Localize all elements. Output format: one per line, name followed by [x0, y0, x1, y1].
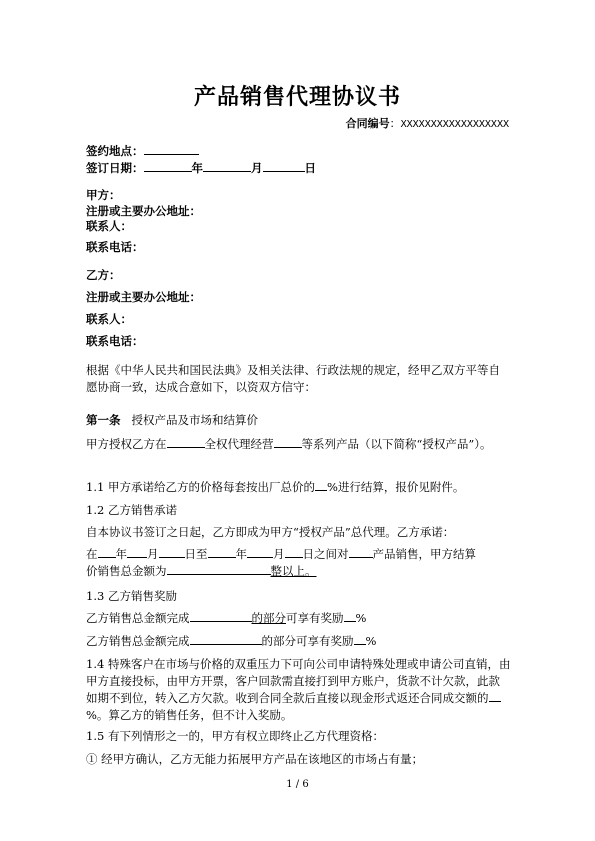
paragraph-authorization: 甲方授权乙方在 全权代理经营 等系列产品（以下简称“授权产品”）。 — [86, 437, 492, 451]
page-number: 1 / 6 — [286, 779, 309, 790]
reward-tier-2: 乙方销售总金额完成 的部分可享有奖励 % — [86, 634, 377, 648]
paragraph-sales-period: 在 年 月 日至 年 月 日之间对 产品销售，甲方结算 价销售总金额为 整以上。 — [86, 547, 476, 578]
party-a: 甲方： — [86, 188, 121, 202]
article-1-title: 授权产品及市场和结算价 — [131, 413, 258, 427]
section-1-1: 1.1 甲方承诺给乙方的价格每套按出厂总价的 %进行结算，报价见附件。 — [86, 480, 465, 494]
intro-paragraph: 根据《中华人民共和国民法典》及相关法律、行政法规的规定，经甲乙双方平等自愿协商一致，达成合意如下，以资双方信守： — [86, 363, 500, 394]
termination-item-1: ① 经甲方确认，乙方无能力拓展甲方产品在该地区的市场占有量； — [86, 752, 424, 766]
section-1-4: 1.4 特殊客户在市场与价格的双重压力下可向公司申请特殊处理或申请公司直销，由甲方直接投标，由甲方开票，客户回款需直接打到甲方账户，货款不计欠款，此款如期不到位，转入乙方欠款。收到合同全款后直接以现金形式返还合同成交额的%。算乙方的销售任务，但不计入奖励。 — [86, 657, 511, 722]
contract-number: 合同编号：XXXXXXXXXXXXXXXXXX — [345, 117, 509, 130]
article-1-label: 第一条 — [86, 413, 121, 427]
reward-tier-1: 乙方销售总金额完成 的部分可享有奖励 % — [86, 611, 367, 625]
party-a-contact: 联系人： — [86, 219, 132, 233]
party-a-address: 注册或主要办公地址： — [86, 204, 201, 218]
section-1-2-heading: 1.2 乙方销售承诺 — [86, 503, 177, 517]
party-b: 乙方： — [86, 268, 121, 282]
article-1-heading — [86, 412, 258, 428]
party-b-phone: 联系电话： — [86, 334, 144, 348]
party-b-contact: 联系人： — [86, 312, 132, 326]
document-title: 产品销售代理协议书 — [193, 84, 401, 110]
party-a-phone: 联系电话： — [86, 240, 144, 254]
section-1-5: 1.5 有下列情形之一的，甲方有权立即终止乙方代理资格： — [86, 729, 384, 743]
section-1-3-heading: 1.3 乙方销售奖励 — [86, 589, 177, 603]
contract-number-label: 合同编号 — [345, 117, 390, 130]
sign-place: 签约地点： — [86, 143, 199, 159]
contract-number-value: XXXXXXXXXXXXXXXXXX — [400, 119, 509, 130]
paragraph-sales-commitment: 自本协议书签订之日起，乙方即成为甲方“授权产品”总代理。乙方承诺： — [86, 525, 455, 539]
sign-date: 签订日期： 年 月 日 — [86, 161, 316, 175]
sign-place-blank — [144, 143, 199, 155]
party-b-address: 注册或主要办公地址： — [86, 290, 201, 304]
